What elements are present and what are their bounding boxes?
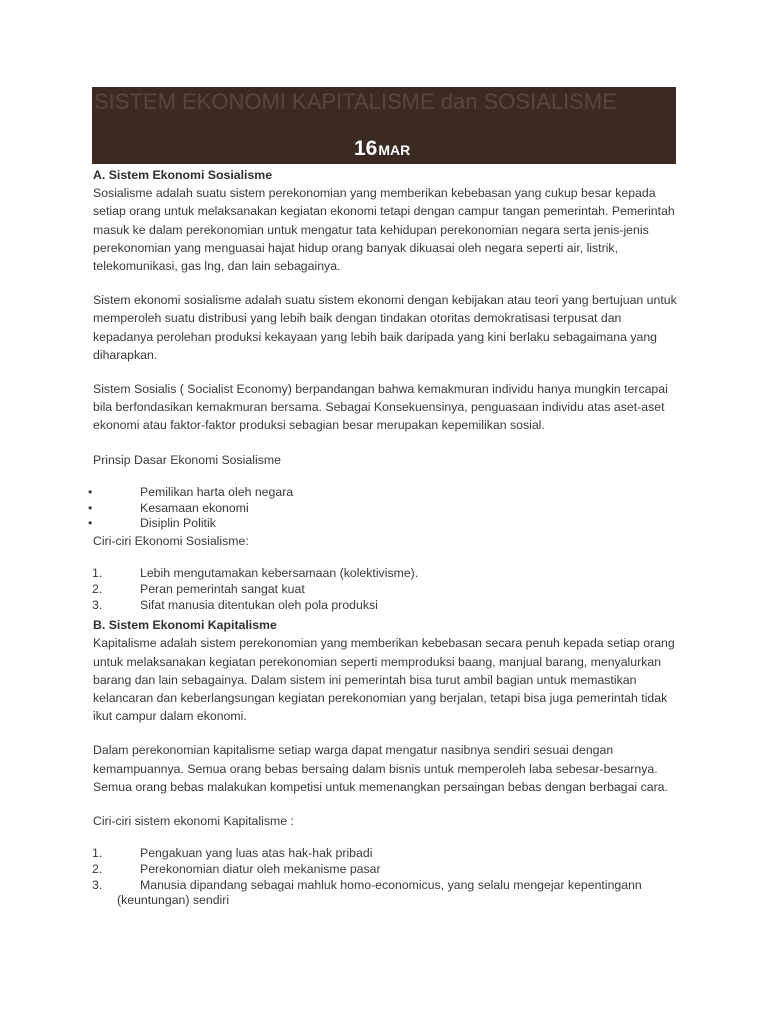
list-item: 1. Lebih mengutamakan kebersamaan (kolektivisme).: [92, 566, 419, 581]
list-item: • Disiplin Politik: [88, 516, 216, 531]
document-title: SISTEM EKONOMI KAPITALISME dan SOSIALISME: [94, 89, 617, 114]
section-a-characteristics-list: [93, 566, 683, 613]
post-date-day: 16: [354, 137, 378, 160]
post-date-month: MAR: [378, 142, 411, 158]
bullet-icon: •: [88, 516, 93, 531]
section-b-heading: B. Sistem Ekonomi Kapitalisme: [93, 618, 277, 633]
section-a-paragraph-3: Sistem Sosialis ( Socialist Economy) berpandangan bahwa kemakmuran individu hanya mungkin tercapai bila berfondasikan kemakmuran bersama. Sebagai Konsekuensinya, penguasaan individu atas aset-aset ekonomi atau faktor-faktor produksi sebagian besar merupakan kepemilikan sosial.: [93, 382, 668, 433]
list-item: 2. Perekonomian diatur oleh mekanisme pasar: [92, 862, 381, 876]
list-item: • Kesamaan ekonomi: [88, 500, 249, 515]
list-item: 3. Sifat manusia ditentukan oleh pola produksi: [92, 597, 378, 612]
section-b-characteristics-list: [93, 846, 683, 909]
section-b-paragraph-2: Dalam perekonomian kapitalisme setiap warga dapat mengatur nasibnya sendiri sesuai dengan kemampuannya. Semua orang bebas bersaing dalam bisnis untuk memperoleh laba sebesar-besarnya. Semua orang bebas malakukan kompetisi untuk memenangkan persaingan bebas dengan berbagai cara.: [93, 743, 668, 794]
section-a-heading: A. Sistem Ekonomi Sosialisme: [93, 168, 273, 182]
section-a-characteristics-title: Ciri-ciri Ekonomi Sosialisme:: [93, 533, 249, 548]
bullet-icon: •: [88, 500, 93, 515]
list-item: 3. Manusia dipandang sebagai mahluk homo-economicus, yang selalu mengejar kepentingann (keuntungan) sendiri: [92, 877, 642, 908]
section-b-characteristics-title: Ciri-ciri sistem ekonomi Kapitalisme :: [93, 814, 294, 829]
list-item: 1. Pengakuan yang luas atas hak-hak pribadi: [92, 846, 373, 861]
document-body: [88, 166, 683, 909]
post-date: [354, 137, 410, 161]
list-item: 2. Peran pemerintah sangat kuat: [92, 581, 305, 596]
list-item: • Pemilikan harta oleh negara: [88, 484, 294, 499]
bullet-icon: •: [88, 484, 93, 499]
section-b-paragraph-1: Kapitalisme adalah sistem perekonomian yang memberikan kebebasan secara penuh kepada setiap orang untuk melaksanakan kegiatan perekonomian seperti memproduksi baang, manjual barang, menyalurkan barang dan lain sebagainya. Dalam sistem ini pemerintah bisa turut ambil bagian untuk memastikan kelancaran dan keberlangsungan kegiatan perekonomian yang berjalan, tetapi bisa juga pemerintah tidak ikut campur dalam ekonomi.: [93, 636, 675, 724]
principles-title: Prinsip Dasar Ekonomi Sosialisme: [93, 452, 281, 467]
section-a-paragraph-2: Sistem ekonomi sosialisme adalah suatu sistem ekonomi dengan kebijakan atau teori yang bertujuan untuk memperoleh suatu distribusi yang lebih baik dengan tindakan otoritas demokratisasi terpusat dan kepadanya perolehan produksi kekayaan yang lebih baik daripada yang kini berlaku sebagaimana yang diharapkan.: [93, 293, 677, 362]
title-banner: [92, 87, 676, 164]
section-a-paragraph-1: Sosialisme adalah suatu sistem perekonomian yang memberikan kebebasan yang cukup besar kepada setiap orang untuk melaksanakan kegiatan ekonomi tetapi dengan campur tangan pemerintah. Pemerintah masuk ke dalam perekonomian untuk mengatur tata kehidupan perekonomian negara serta jenis-jenis perekonomian yang menguasai hajat hidup orang banyak dikuasai oleh negara seperti air, listrik, telekomunikasi, gas lng, dan lain sebagainya.: [93, 186, 675, 274]
principles-list: [88, 484, 683, 532]
